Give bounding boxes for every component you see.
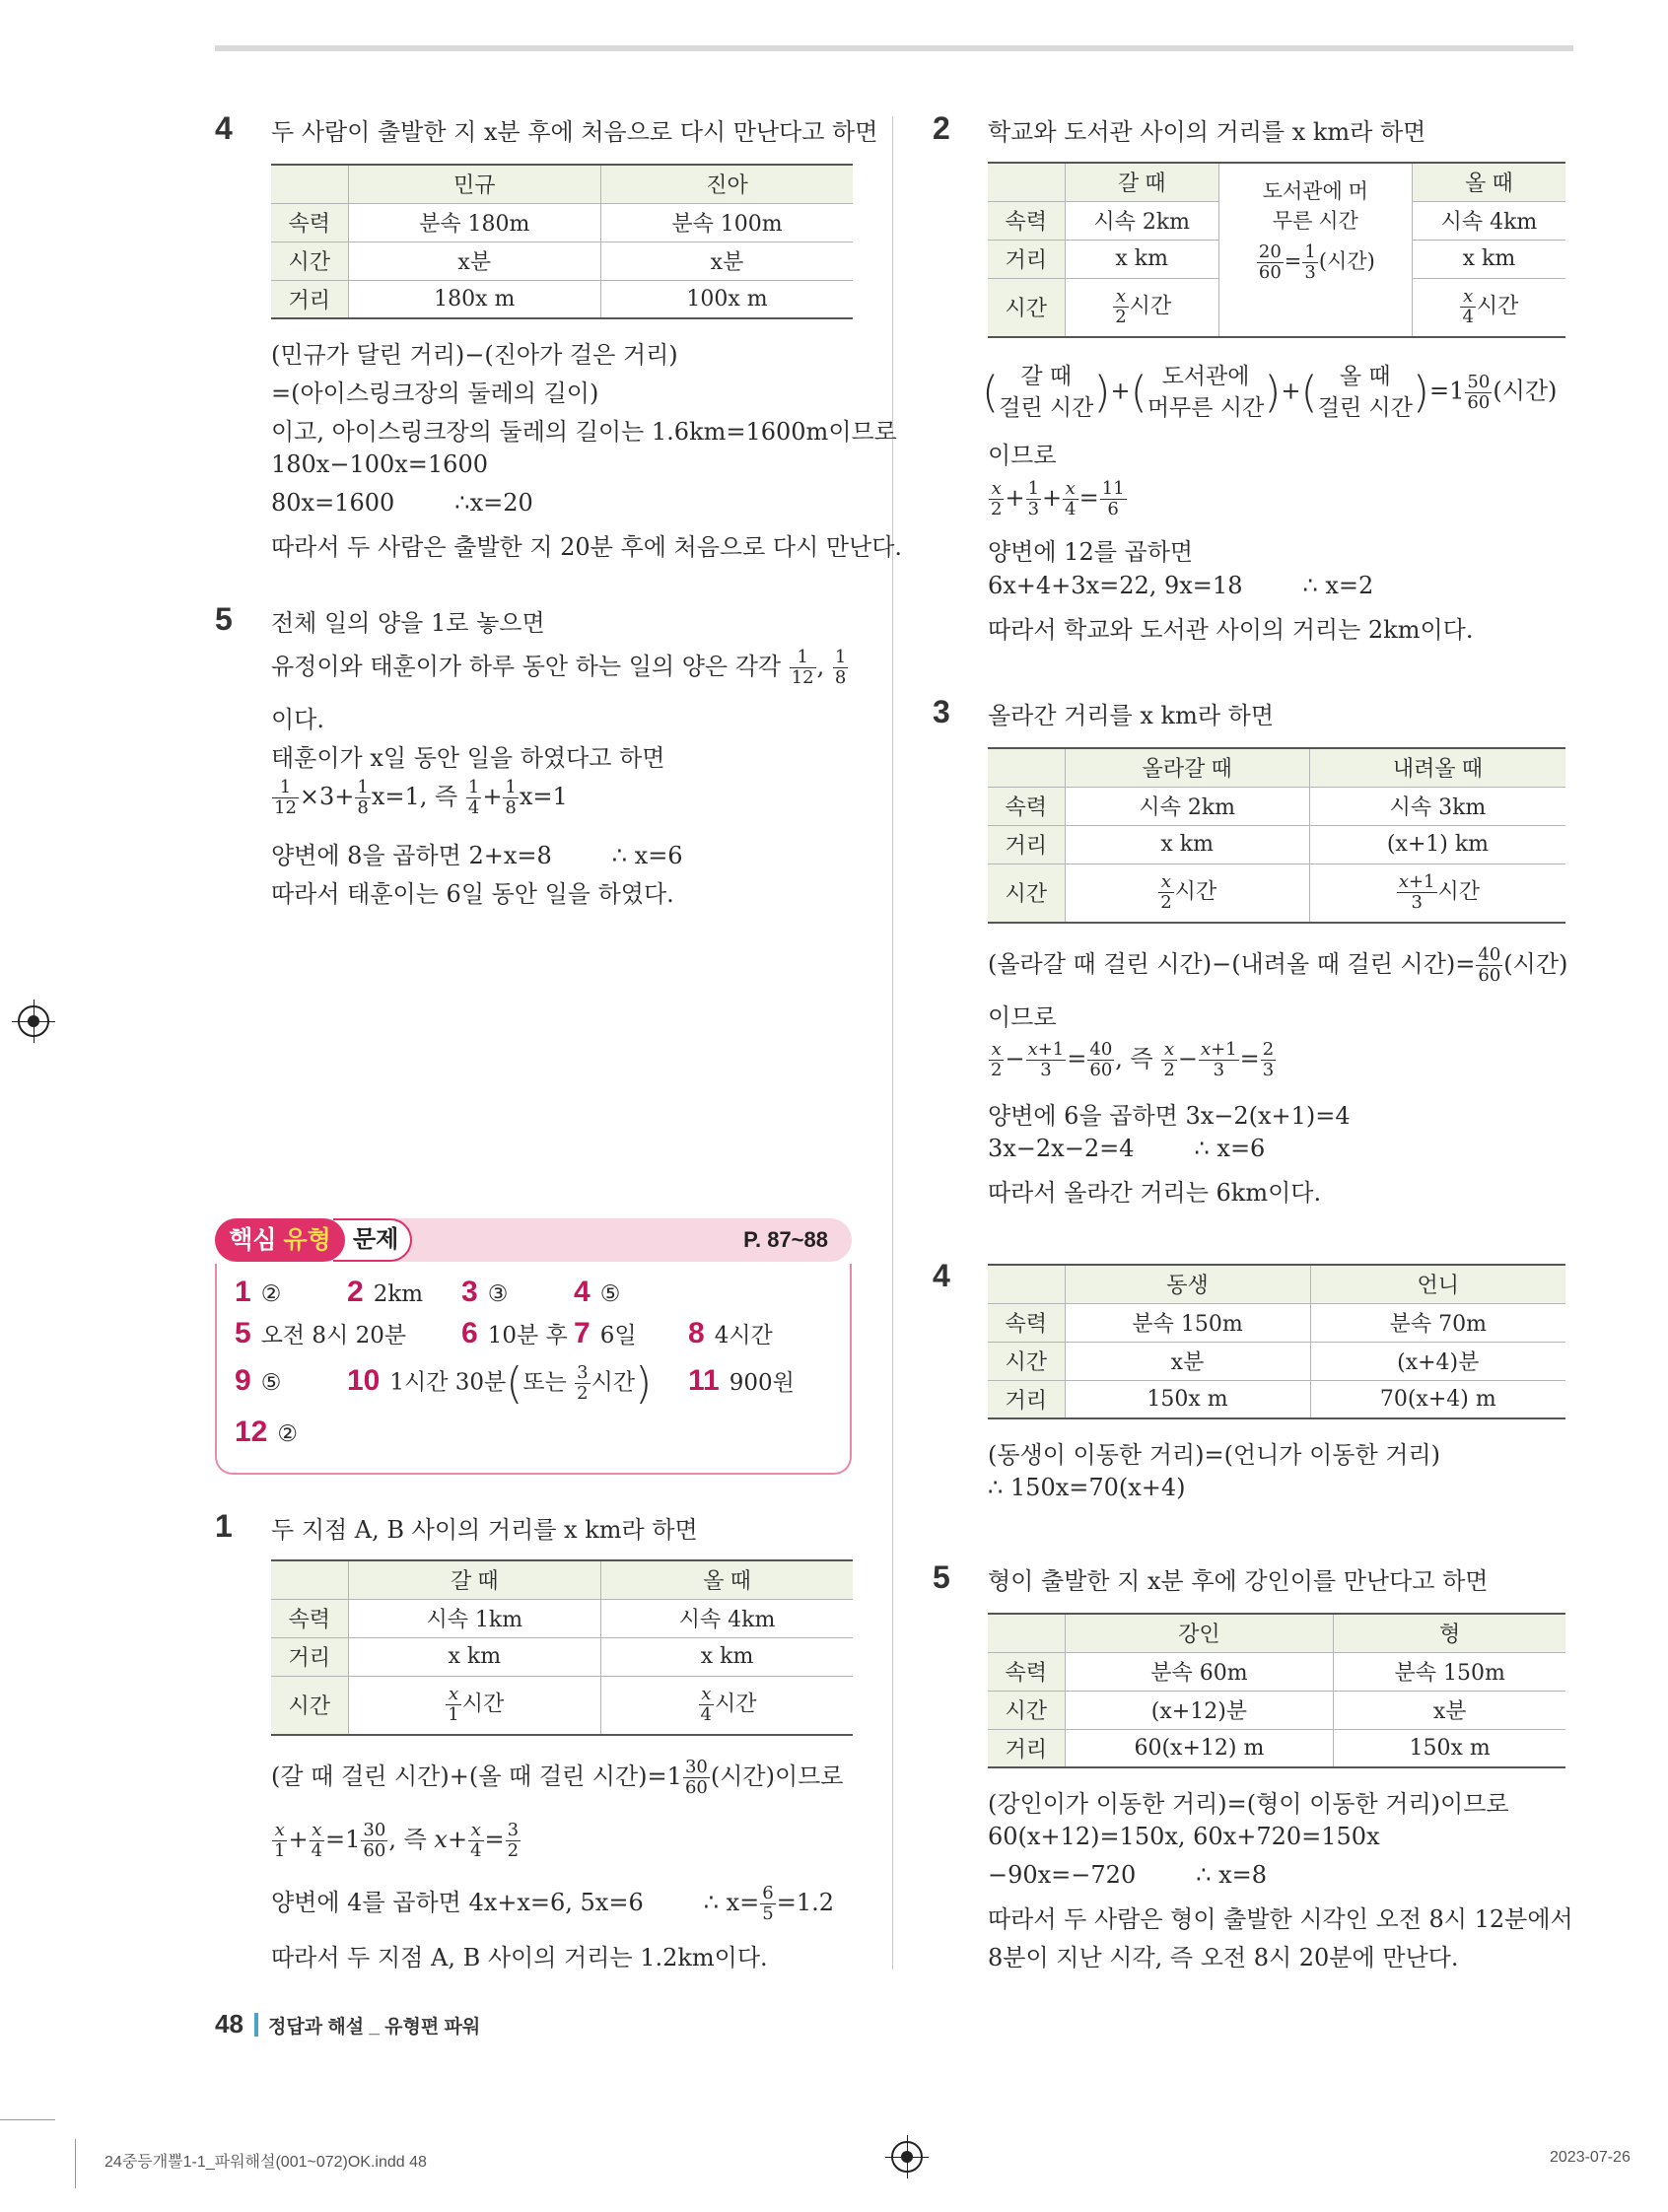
print-file-info: 24중등개뿔1-1_파워해설(001~072)OK.indd 48 [104,2154,427,2171]
speed-table-c3: 올라갈 때 내려올 때 속력 시속 2km 시속 3km 거리 x km (x+1) km 시간 $\frac{x}{2}$ 시간 $\frac{x+1}{3}$ 시간 [988,747,1565,924]
page-number: 48 [215,2009,243,2039]
running-footer: 정답과 해설 _ 유형편 파워 [268,2017,481,2038]
solution-line: 따라서 두 지점 A, B 사이의 거리는 1.2km이다. [271,1944,768,1971]
solution-line: 따라서 태훈이는 6일 동안 일을 하였다. [271,880,674,908]
registration-mark-icon [18,1005,49,1037]
problem-intro: 형이 출발한 지 x분 후에 강인이를 만난다고 하면 [988,1567,1489,1595]
answer-item: 9 ⑤ [235,1364,282,1397]
problem-intro: 두 지점 A, B 사이의 거리를 x km라 하면 [271,1516,698,1544]
speed-table-c2: 갈 때 도서관에 머무른 시간 $\frac{20}{60}$ = $\frac{1}{3}$ (시간) 올 때 속력 시속 2km 시속 4km 거리 x km x km 시간 $\frac{x}{2}$ 시간 $\frac{x}{4}$ 시간 [988,162,1565,338]
solution-line: =(아이스링크장의 둘레의 길이) [271,380,599,407]
solution-line: −90x=−720 ∴ x=8 [988,1861,1268,1889]
solution-line: 이고, 아이스링크장의 둘레의 길이는 1.6km=1600m이므로 [271,418,897,446]
equation-line: $\frac{x}{2}$ + $\frac{1}{3}$ + $\frac{x}{4}$ = $\frac{11}{6}$ [991,478,1125,519]
answer-item: 10 1시간 30분(또는 $\frac{3}{2}$ 시간) [347,1358,653,1409]
solution-line: 따라서 두 사람은 출발한 지 20분 후에 처음으로 다시 만난다. [271,533,903,561]
badge-label: 문제 [353,1226,399,1253]
solution-line: 180x−100x=1600 [271,450,488,478]
solution-line: 8분이 지난 시각, 즉 오전 8시 20분에 만난다. [988,1944,1459,1971]
problem-intro: 학교와 도서관 사이의 거리를 x km라 하면 [988,118,1426,146]
answer-item: 8 4시간 [688,1317,773,1349]
print-date: 2023-07-26 [1550,2149,1631,2166]
problem-intro: 올라간 거리를 x km라 하면 [988,702,1275,729]
answer-item: 12 ② [235,1416,298,1448]
solution-line: 80x=1600 ∴x=20 [271,489,533,517]
solution-line: 따라서 학교와 도서관 사이의 거리는 2km이다. [988,616,1474,644]
speed-table-c1: 갈 때 올 때 속력 시속 1km 시속 4km 거리 x km x km 시간 $\frac{x}{1}$ 시간 $\frac{x}{4}$ 시간 [271,1559,853,1736]
top-rule [215,45,1573,51]
equation-line: (올라갈 때 걸린 시간)−(내려올 때 걸린 시간)= $\frac{40}{60}$ (시간) [988,944,1568,986]
problem-intro: 두 사람이 출발한 지 x분 후에 처음으로 다시 만난다고 하면 [271,118,878,146]
solution-line: 따라서 올라간 거리는 6km이다. [988,1179,1322,1207]
solution-line: 전체 일의 양을 1로 놓으면 [271,609,545,637]
solution-line: 6x+4+3x=22, 9x=18 ∴ x=2 [988,572,1374,599]
crop-mark [75,2139,76,2188]
problem-number: 4 [215,110,233,146]
problem-number: 5 [933,1559,950,1595]
answer-item: 2 2km [347,1276,424,1308]
crop-mark [0,2119,55,2120]
answer-item: 11 900원 [688,1364,795,1397]
footer-divider [254,2013,258,2037]
solution-line: 양변에 6을 곱하면 3x−2(x+1)=4 [988,1102,1351,1130]
solution-line: 태훈이가 x일 동안 일을 하였다고 하면 [271,744,665,772]
core-type-header [215,1216,852,1264]
equation-line: 양변에 4를 곱하면 4x+x=6, 5x=6 ∴ x= $\frac{6}{5}$ =1.2 [271,1883,835,1924]
equation-line: ( 갈 때 걸린 시간)+( 도서관에 머무른 시간)+( 올 때 걸린 시간)=1 $\frac{50}{60}$ (시간) [982,364,1558,421]
problem-number: 5 [215,601,233,637]
solution-line: 이므로 [988,442,1057,469]
solution-line: 양변에 8을 곱하면 2+x=8 ∴ x=6 [271,842,683,869]
solution-line: 60(x+12)=150x, 60x+720=150x [988,1823,1380,1850]
solution-line: (동생이 이동한 거리)=(언니가 이동한 거리) [988,1441,1441,1469]
speed-table-p4: 민규 진아 속력 분속 180m 분속 100m 시간 x분 x분 거리 180x m 100x m [271,164,853,319]
speed-table-c4: 동생 언니 속력 분속 150m 분속 70m 시간 x분 (x+4)분 거리 150x m 70(x+4) m [988,1264,1565,1419]
equation-line: $\frac{x}{1}$ + $\frac{x}{4}$ =1 $\frac{30}{60}$ , 즉 x+ $\frac{x}{4}$ = $\frac{3}{2}$ [274,1820,520,1861]
problem-number: 4 [933,1258,950,1293]
solution-line: (민규가 달린 거리)−(진아가 걸은 거리) [271,341,678,369]
answer-item: 1 ② [235,1276,282,1308]
registration-mark-icon [891,2141,923,2173]
solution-line: ∴ 150x=70(x+4) [988,1474,1186,1501]
answer-item: 6 10분 후 [461,1317,568,1349]
problem-number: 3 [933,694,950,729]
core-badge: 핵심 유형 [215,1218,345,1262]
answer-item: 4 ⑤ [574,1276,621,1308]
equation-line: $\frac{x}{2}$ − $\frac{x+1}{3}$ = $\frac{40}{60}$ , 즉 $\frac{x}{2}$ − $\frac{x+1}{3}$ = $\frac{2}{3}$ [991,1039,1275,1080]
solution-line: (강인이가 이동한 거리)=(형이 이동한 거리)이므로 [988,1790,1509,1818]
solution-line: 3x−2x−2=4 ∴ x=6 [988,1135,1266,1162]
problem-number: 1 [215,1508,233,1544]
answer-item: 7 6일 [574,1317,637,1349]
speed-table-c5: 강인 형 속력 분속 60m 분속 150m 시간 (x+12)분 x분 거리 60(x+12) m 150x m [988,1613,1565,1768]
page-range: P. 87~88 [743,1227,828,1252]
column-divider [892,116,893,1970]
solution-line: 따라서 두 사람은 형이 출발한 시각인 오전 8시 12분에서 [988,1905,1573,1933]
solution-line: 양변에 12를 곱하면 [988,538,1194,566]
equation-line: $\frac{1}{12}$ ×3+ $\frac{1}{8}$ x=1, 즉 $\frac{1}{4}$ + $\frac{1}{8}$ x=1 [274,777,568,818]
solution-line: 이다. [271,706,324,733]
problem-number: 2 [933,110,950,146]
solution-line: 유정이와 태훈이가 하루 동안 하는 일의 양은 각각 $\frac{1}{12}$ , $\frac{1}{8}$ [271,647,847,688]
answer-item: 5 오전 8시 20분 [235,1317,407,1349]
solution-line: 이므로 [988,1003,1057,1031]
answer-item: 3 ③ [461,1276,509,1308]
equation-line: (갈 때 걸린 시간)+(올 때 걸린 시간)=1 $\frac{30}{60}$ (시간)이므로 [271,1757,844,1798]
